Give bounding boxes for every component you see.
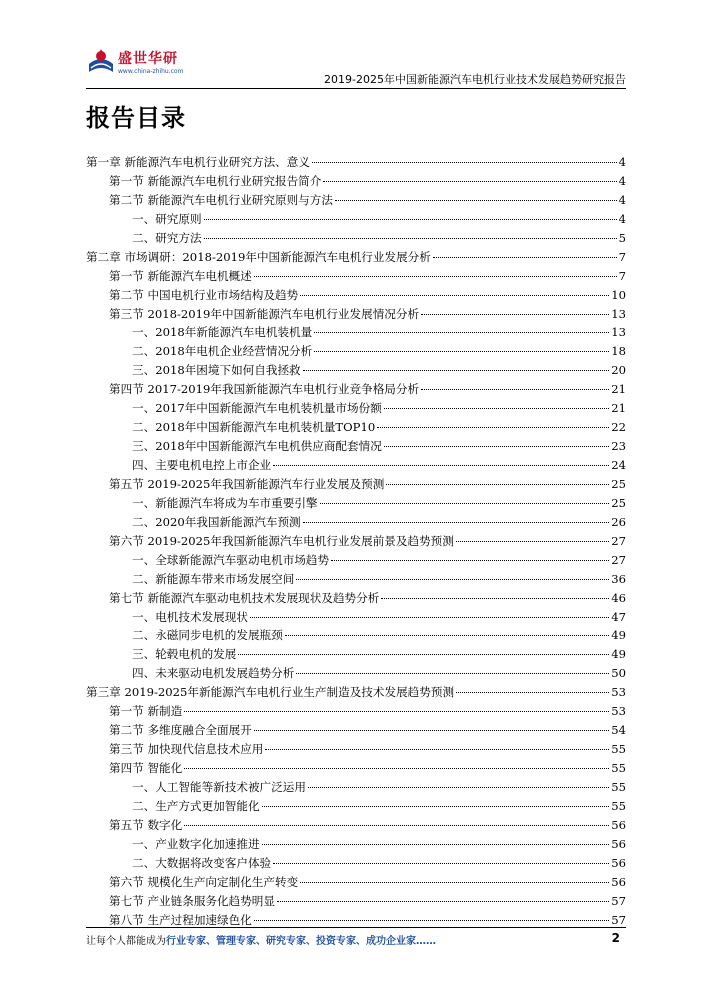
toc-dot-leader (254, 730, 609, 731)
toc-dot-leader (303, 370, 610, 371)
toc-dot-leader (204, 238, 617, 239)
toc-entry-label: 三、2018年困境下如何自我拯救 (132, 363, 301, 378)
toc-entry-page: 53 (611, 685, 626, 700)
toc-entry-page: 49 (611, 647, 626, 662)
toc-entry-label: 一、2017年中国新能源汽车电机装机量市场份额 (132, 401, 382, 416)
toc-entry[interactable] (86, 230, 626, 249)
toc-entry-label: 第八节 生产过程加速绿色化 (109, 912, 252, 927)
toc-entry-label: 第三节 2018-2019年中国新能源汽车电机行业发展情况分析 (109, 306, 420, 321)
toc-entry-page: 55 (611, 779, 626, 794)
toc-entry[interactable] (86, 514, 626, 533)
toc-entry-label: 第六节 规模化生产向定制化生产转变 (109, 874, 299, 889)
toc-entry-label: 一、产业数字化加速推进 (132, 836, 260, 851)
toc-dot-leader (384, 408, 609, 409)
toc-entry[interactable] (86, 665, 626, 684)
toc-entry-page: 7 (618, 268, 626, 283)
toc-dot-leader (456, 692, 609, 693)
toc-entry-page: 56 (611, 817, 626, 832)
toc-entry-label: 第五节 2019-2025年我国新能源汽车行业发展及预测 (109, 476, 385, 491)
toc-dot-leader (277, 901, 609, 902)
toc-entry-page: 53 (611, 704, 626, 719)
toc-entry-label: 第四节 智能化 (109, 761, 183, 775)
toc-dot-leader (314, 351, 609, 352)
toc-dot-leader (335, 200, 617, 201)
toc-entry[interactable] (86, 306, 626, 325)
toc-entry[interactable] (86, 533, 626, 552)
report-title: 2019-2025年中国新能源汽车电机行业技术发展趋势研究报告 (324, 73, 626, 86)
toc-entry-label: 第六节 2019-2025年我国新能源汽车电机行业发展前景及趋势预测 (109, 533, 454, 548)
toc-entry-page: 25 (611, 495, 626, 510)
toc-entry[interactable] (86, 457, 626, 476)
toc-entry[interactable] (86, 287, 626, 306)
toc-dot-leader (204, 219, 617, 220)
toc-entry[interactable] (86, 609, 626, 628)
toc-dot-leader (381, 598, 609, 599)
toc-dot-leader (273, 863, 609, 864)
toc-entry-page: 56 (611, 836, 626, 851)
toc-entry[interactable] (86, 571, 626, 590)
toc-entry-page: 18 (611, 344, 626, 359)
toc-dot-leader (273, 465, 609, 466)
toc-entry-page: 55 (611, 798, 626, 813)
toc-entry-label: 二、2018年中国新能源汽车电机装机量TOP10 (132, 420, 376, 435)
toc-entry-label: 第四节 2017-2019年我国新能源汽车电机行业竞争格局分析 (109, 382, 420, 397)
toc-entry-label: 第一节 新制造 (109, 704, 183, 719)
toc-dot-leader (238, 654, 609, 655)
toc-entry-page: 57 (611, 893, 626, 908)
toc-entry[interactable] (86, 855, 626, 874)
toc-entry-page: 21 (611, 401, 626, 416)
toc-dot-leader (300, 882, 609, 883)
toc-dot-leader (456, 541, 609, 542)
toc-entry[interactable] (86, 324, 626, 343)
toc-entry-label: 第一章 新能源汽车电机行业研究方法、意义 (86, 155, 310, 169)
toc-entry-page: 4 (618, 192, 626, 207)
toc-entry-page: 50 (611, 666, 626, 681)
toc-entry-page: 13 (611, 325, 626, 340)
toc-dot-leader (421, 314, 609, 315)
toc-dot-leader (254, 920, 609, 921)
toc-entry-page: 56 (611, 855, 626, 870)
toc-dot-leader (254, 276, 617, 277)
toc-entry[interactable] (86, 154, 626, 173)
toc-entry-page: 36 (611, 571, 626, 586)
toc-entry-label: 第七节 产业链条服务化趋势明显 (109, 893, 275, 908)
toc-entry[interactable] (86, 381, 626, 400)
footer-slogan-prefix: 让每个人都能成为 (86, 936, 166, 947)
footer-slogan-accent: 行业专家、管理专家、研究专家、投资专家、成功企业家…… (166, 936, 436, 947)
toc-entry[interactable] (86, 646, 626, 665)
toc-dot-leader (386, 484, 609, 485)
toc-entry-label: 三、轮毂电机的发展 (132, 647, 237, 662)
toc-entry-page: 5 (618, 230, 626, 245)
toc-entry-page: 27 (611, 533, 626, 548)
toc-dot-leader (312, 162, 617, 163)
toc-entry-page: 20 (611, 363, 626, 378)
toc-entry-label: 二、永磁同步电机的发展瓶颈 (132, 628, 283, 643)
toc-entry[interactable] (86, 192, 626, 211)
toc-entry-page: 25 (611, 476, 626, 491)
toc-entry[interactable] (86, 684, 626, 703)
toc-dot-leader (296, 579, 609, 580)
toc-entry[interactable] (86, 476, 626, 495)
toc-entry-page: 54 (611, 723, 626, 738)
toc-entry-page: 4 (618, 155, 626, 169)
toc-entry[interactable] (86, 760, 626, 779)
toc-entry[interactable] (86, 836, 626, 855)
toc-entry-page: 21 (611, 382, 626, 397)
header-divider (86, 88, 626, 89)
toc-entry[interactable] (86, 552, 626, 571)
toc-entry-label: 第二节 多维度融合全面展开 (109, 723, 252, 738)
toc-entry[interactable] (86, 590, 626, 609)
toc-entry-label: 三、2018年中国新能源汽车电机供应商配套情况 (132, 439, 382, 454)
toc-dot-leader (184, 711, 609, 712)
toc-dot-leader (421, 389, 609, 390)
toc-entry-label: 一、2018年新能源汽车电机装机量 (132, 325, 313, 340)
toc-entry-page: 55 (611, 742, 626, 757)
toc-entry-page: 7 (618, 249, 626, 264)
toc-entry-label: 第五节 数字化 (109, 817, 183, 832)
toc-dot-leader (303, 522, 610, 523)
toc-dot-leader (262, 844, 610, 845)
toc-entry-page: 10 (611, 287, 626, 302)
toc-entry-label: 一、新能源汽车将成为车市重要引擎 (132, 495, 318, 510)
toc-entry[interactable] (86, 268, 626, 287)
toc-dot-leader (296, 673, 609, 674)
toc-entry-label: 第二章 市场调研：2018-2019年中国新能源汽车电机行业发展分析 (86, 249, 431, 264)
toc-entry-label: 二、2020年我国新能源汽车预测 (132, 514, 301, 529)
page-number: 2 (611, 931, 620, 945)
toc-dot-leader (384, 446, 609, 447)
logo-name: 盛世华研 (118, 51, 178, 67)
toc-entry-page: 47 (611, 609, 626, 624)
toc-entry-label: 第一节 新能源汽车电机概述 (109, 268, 252, 283)
toc-dot-leader (265, 749, 609, 750)
toc-entry-label: 二、研究方法 (132, 230, 202, 245)
toc-dot-leader (320, 503, 610, 504)
toc-entry-page: 46 (611, 590, 626, 605)
toc-entry-label: 四、主要电机电控上市企业 (132, 458, 272, 472)
company-logo (86, 44, 196, 84)
toc-entry-page: 22 (611, 420, 626, 435)
toc-entry-page: 4 (618, 173, 626, 188)
toc-entry-label: 二、新能源车带来市场发展空间 (132, 571, 295, 586)
toc-entry[interactable] (86, 741, 626, 760)
toc-dot-leader (250, 617, 609, 618)
footer-divider (86, 927, 626, 928)
toc-entry[interactable] (86, 703, 626, 722)
toc-entry[interactable] (86, 874, 626, 893)
toc-entry[interactable] (86, 343, 626, 362)
toc-entry-page: 13 (611, 306, 626, 321)
toc-entry[interactable] (86, 779, 626, 798)
toc-entry-label: 第二节 新能源汽车电机行业研究原则与方法 (109, 192, 333, 207)
toc-entry[interactable] (86, 400, 626, 419)
toc-entry[interactable] (86, 495, 626, 514)
toc-entry-label: 一、全球新能源汽车驱动电机市场趋势 (132, 552, 330, 567)
toc-entry[interactable] (86, 722, 626, 741)
toc-entry[interactable] (86, 798, 626, 817)
toc-entry-page: 24 (611, 458, 626, 472)
toc-entry-label: 一、人工智能等新技术被广泛运用 (132, 779, 306, 794)
logo-url: www.china-zhihu.com (118, 68, 184, 75)
toc-dot-leader (433, 257, 617, 258)
toc-dot-leader (314, 332, 609, 333)
toc-entry-page: 27 (611, 552, 626, 567)
toc-entry-page: 26 (611, 514, 626, 529)
book-icon (86, 46, 116, 78)
toc-entry-page: 57 (611, 912, 626, 927)
toc-entry-page: 23 (611, 439, 626, 454)
toc-entry[interactable] (86, 362, 626, 381)
page-footer (86, 932, 626, 952)
toc-dot-leader (308, 787, 609, 788)
toc-entry[interactable] (86, 419, 626, 438)
toc-entry-label: 二、大数据将改变客户体验 (132, 855, 272, 870)
toc-entry-label: 二、生产方式更加智能化 (132, 798, 260, 813)
toc-entry-label: 第三章 2019-2025年新能源汽车电机行业生产制造及技术发展趋势预测 (86, 685, 455, 700)
toc-entry-label: 第三节 加快现代信息技术应用 (109, 742, 264, 757)
toc-dot-leader (323, 181, 616, 182)
toc-entry[interactable] (86, 438, 626, 457)
toc-dot-leader (262, 806, 610, 807)
table-of-contents (86, 154, 626, 930)
toc-dot-leader (184, 825, 609, 826)
toc-entry-label: 第一节 新能源汽车电机行业研究报告简介 (109, 173, 322, 188)
page-header (86, 44, 626, 88)
toc-dot-leader (300, 295, 609, 296)
toc-entry[interactable] (86, 893, 626, 912)
toc-dot-leader (285, 635, 610, 636)
toc-entry-label: 一、研究原则 (132, 211, 202, 226)
toc-dot-leader (331, 560, 609, 561)
toc-entry-label: 二、2018年电机企业经营情况分析 (132, 344, 313, 359)
page-title: 报告目录 (86, 104, 186, 132)
toc-entry[interactable] (86, 627, 626, 646)
toc-entry[interactable] (86, 211, 626, 230)
toc-dot-leader (184, 768, 609, 769)
toc-entry-label: 第七节 新能源汽车驱动电机技术发展现状及趋势分析 (109, 590, 380, 605)
toc-entry-page: 55 (611, 761, 626, 775)
toc-entry-page: 4 (618, 211, 626, 226)
toc-dot-leader (377, 427, 609, 428)
toc-entry-page: 49 (611, 628, 626, 643)
toc-entry-label: 一、电机技术发展现状 (132, 609, 248, 624)
toc-entry[interactable] (86, 249, 626, 268)
toc-entry-label: 第二节 中国电机行业市场结构及趋势 (109, 287, 299, 302)
toc-entry[interactable] (86, 817, 626, 836)
toc-entry-page: 56 (611, 874, 626, 889)
toc-entry-label: 四、未来驱动电机发展趋势分析 (132, 666, 295, 681)
toc-entry[interactable] (86, 173, 626, 192)
